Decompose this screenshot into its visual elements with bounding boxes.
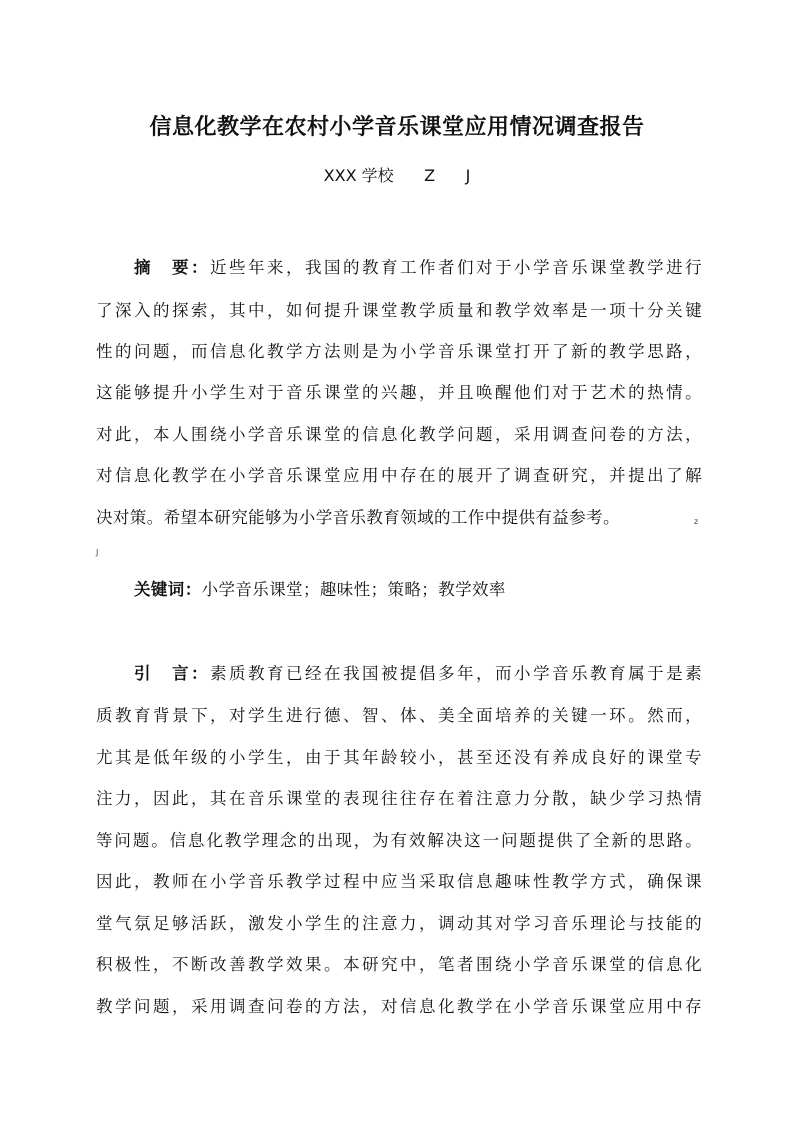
intro-line-7: 堂气氛足够活跃，激发小学生的注意力，调动其对学习音乐理论与技能的 xyxy=(96,914,702,933)
abstract-label: 摘 要： xyxy=(134,258,211,277)
intro-label: 引 言： xyxy=(134,664,211,683)
intro-line-3: 尤其是低年级的小学生，由于其年龄较小，甚至还没有养成良好的课堂专 xyxy=(96,748,702,767)
abstract-line-7: 决对策。希望本研究能够为小学音乐教育领域的工作中提供有益参考。 xyxy=(96,508,620,527)
intro-line-5: 等问题。信息化教学理念的出现，为有效解决这一问题提供了全新的思路。 xyxy=(96,831,702,850)
annotation-j: J xyxy=(96,548,99,557)
intro-line-4: 注力，因此，其在音乐课堂的表现往往存在着注意力分散，缺少学习热情 xyxy=(96,789,702,808)
intro-line-6: 因此，教师在小学音乐教学过程中应当采取信息趣味性教学方式，确保课 xyxy=(96,872,702,891)
intro-line-9: 教学问题，采用调查问卷的方法，对信息化教学在小学音乐课堂应用中存 xyxy=(96,997,702,1016)
keywords-line xyxy=(134,580,506,600)
author-line: XXX 学校 Z J xyxy=(323,166,471,185)
document-title: 信息化教学在农村小学音乐课堂应用情况调查报告 xyxy=(149,115,645,140)
abstract-line-2: 了深入的探索，其中，如何提升课堂教学质量和教学效率是一项十分关键 xyxy=(96,301,702,320)
intro-line-2: 质教育背景下，对学生进行德、智、体、美全面培养的关键一环。然而， xyxy=(96,706,702,725)
intro-line-8: 积极性，不断改善教学效果。本研究中，笔者围绕小学音乐课堂的信息化 xyxy=(96,955,702,974)
abstract-line-4: 这能够提升小学生对于音乐课堂的兴趣，并且唤醒他们对于艺术的热情。 xyxy=(96,383,702,402)
abstract-line-1 xyxy=(134,258,702,278)
annotation-z: z xyxy=(694,517,699,526)
intro-line-1 xyxy=(134,664,702,684)
intro-text-1: 素质教育已经在我国被提倡多年，而小学音乐教育属于是素 xyxy=(210,664,702,683)
abstract-line-6: 对信息化教学在小学音乐课堂应用中存在的展开了调查研究，并提出了解 xyxy=(96,466,702,485)
abstract-text-1: 近些年来，我国的教育工作者们对于小学音乐课堂教学进行 xyxy=(210,258,702,277)
keywords-label: 关键词： xyxy=(134,580,202,599)
abstract-line-5: 对此，本人围绕小学音乐课堂的信息化教学问题，采用调查问卷的方法， xyxy=(96,425,702,444)
keywords-text: 小学音乐课堂；趣味性；策略；教学效率 xyxy=(201,580,506,599)
abstract-line-3: 性的问题，而信息化教学方法则是为小学音乐课堂打开了新的教学思路， xyxy=(96,342,702,361)
